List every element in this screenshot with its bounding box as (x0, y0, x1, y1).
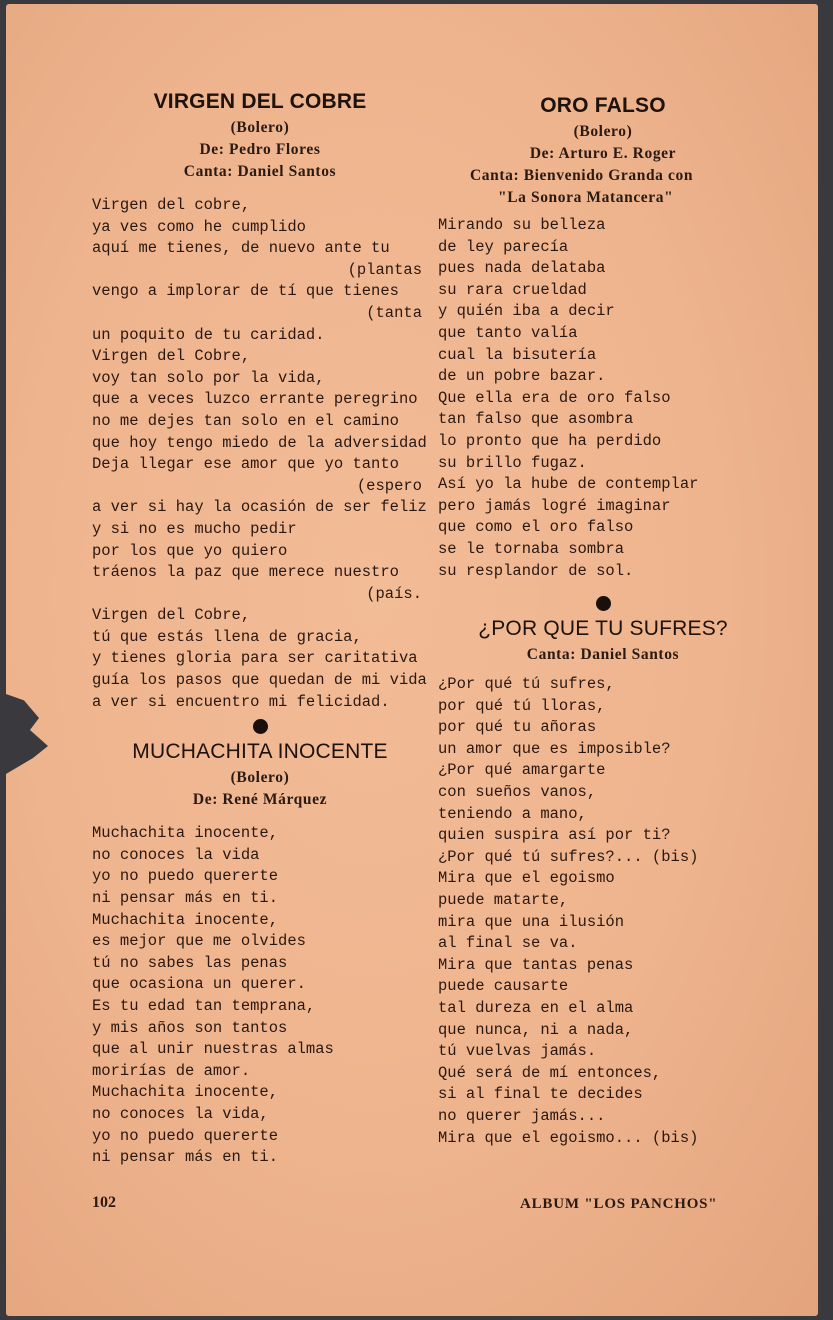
lyric-line: por qué tu añoras (438, 718, 597, 737)
lyric-line: guía los pasos que quedan de mi vida (92, 671, 427, 690)
song-singer: Canta: Bienvenido Granda con (470, 167, 694, 184)
right-column (438, 94, 768, 1149)
lyric-line: se le tornaba sombra (438, 539, 625, 558)
lyric-line: morirías de amor. (92, 1061, 251, 1080)
song-author: De: René Márquez (192, 791, 328, 809)
lyric-line: un poquito de tu caridad. (92, 325, 325, 344)
lyric-line: y tienes gloria para ser caritativa (92, 649, 418, 668)
lyric-line: y si no es mucho pedir (92, 519, 297, 538)
lyric-line: Virgen del cobre, (92, 196, 251, 214)
lyric-line: Mirando su belleza (438, 216, 606, 234)
song-lyrics (92, 195, 428, 713)
lyric-line: a ver si encuentro mi felicidad. (92, 692, 390, 711)
page-number: 102 (92, 1194, 116, 1211)
lyric-line: tú vuelvas jamás. (438, 1042, 597, 1061)
lyric-line: teniendo a mano, (438, 804, 587, 823)
lyric-line: lo pronto que ha perdido (438, 431, 662, 450)
lyric-line: por qué tú lloras, (438, 696, 606, 715)
lyric-line: Deja llegar ese amor que yo tanto (92, 455, 399, 474)
song-por-que-tu-sufres (438, 617, 768, 1149)
lyric-line: que como el oro falso (438, 518, 634, 537)
lyric-line: Así yo la hube de contemplar (438, 475, 699, 494)
lyric-line: y quién iba a decir (438, 302, 615, 321)
lyric-line: tú no sabes las penas (92, 953, 288, 972)
lyric-line: Qué será de mí entonces, (438, 1063, 662, 1082)
lyric-line: Virgen del Cobre, (92, 606, 251, 625)
song-title: MUCHACHITA INOCENTE (132, 740, 388, 764)
section-bullet-icon (596, 596, 611, 611)
lyric-line: con sueños vanos, (438, 783, 597, 802)
lyric-line: yo no puedo quererte (92, 1126, 279, 1145)
lyric-line: de ley parecía (438, 237, 569, 256)
song-title: ORO FALSO (540, 94, 666, 117)
song-author: De: Pedro Flores (199, 141, 321, 158)
lyric-line: tan falso que asombra (438, 410, 634, 429)
lyric-line: que a veces luzco errante peregrino (92, 390, 418, 409)
lyric-line: que nunca, ni a nada, (438, 1020, 634, 1039)
lyric-line-continuation: (tanta (366, 303, 422, 322)
lyric-line: su brillo fugaz. (438, 453, 587, 472)
left-column (92, 90, 428, 1169)
torn-edge (6, 694, 66, 774)
lyric-line: que ocasiona un querer. (92, 975, 306, 994)
lyric-line: Mira que tantas penas (438, 955, 634, 974)
lyric-line: Virgen del Cobre, (92, 347, 251, 366)
song-lyrics (92, 823, 428, 1169)
lyric-line: Es tu edad tan temprana, (92, 997, 316, 1015)
song-muchachita-inocente (92, 740, 428, 1169)
lyric-line: ¿Por qué tú sufres?... (bis) (438, 847, 699, 866)
lyric-line: de un pobre bazar. (438, 367, 606, 386)
lyric-line: tú que estás llena de gracia, (92, 627, 362, 646)
song-lyrics (438, 215, 768, 582)
lyric-line: aquí me tienes, de nuevo ante tu (92, 239, 390, 258)
lyric-line: su resplandor de sol. (438, 561, 634, 580)
song-genre: (Bolero) (230, 119, 290, 136)
lyric-line: ¿Por qué tú sufres, (438, 675, 615, 694)
lyric-line: Muchachita inocente, (92, 910, 279, 929)
lyric-line: por los que yo quiero (92, 541, 288, 560)
song-genre: (Bolero) (573, 123, 633, 140)
album-title: ALBUM "LOS PANCHOS" (520, 1196, 718, 1212)
lyric-line: ni pensar más en ti. (92, 1148, 279, 1167)
song-genre: (Bolero) (230, 769, 290, 787)
lyric-line: quien suspira así por ti? (438, 826, 671, 845)
lyric-line: ni pensar más en ti. (92, 889, 279, 908)
lyric-line: Muchachita inocente, (92, 824, 279, 843)
section-bullet-icon (253, 719, 268, 734)
lyric-line: puede matarte, (438, 891, 569, 910)
lyric-line: pues nada delataba (438, 259, 606, 278)
lyric-line: mira que una ilusión (438, 912, 625, 931)
lyric-line-continuation: (país. (366, 584, 422, 603)
lyric-line: no me dejes tan solo en el camino (92, 411, 399, 430)
lyric-line: es mejor que me olvides (92, 932, 306, 951)
song-singer: Canta: Daniel Santos (183, 163, 337, 180)
lyric-line-continuation: (espero (356, 476, 422, 495)
lyric-line: Que ella era de oro falso (438, 388, 671, 407)
lyric-line: Mira que el egoismo... (bis) (438, 1128, 699, 1147)
song-oro-falso (438, 94, 768, 582)
lyric-line: no conoces la vida (92, 845, 260, 864)
song-virgen-del-cobre (92, 90, 428, 713)
song-title: ¿POR QUE TU SUFRES? (478, 617, 728, 641)
lyric-line: tal dureza en el alma (438, 999, 634, 1017)
lyric-line: yo no puedo quererte (92, 867, 279, 886)
lyric-line: no querer jamás... (438, 1106, 606, 1125)
lyric-line: a ver si hay la ocasión de ser feliz (92, 498, 427, 517)
lyric-line: que tanto valía (438, 323, 578, 342)
lyric-line: puede causarte (438, 977, 569, 996)
song-book-page (6, 4, 818, 1316)
song-singer-group: "La Sonora Matancera" (498, 189, 674, 206)
song-author: De: Arturo E. Roger (529, 145, 677, 162)
lyric-line: tráenos la paz que merece nuestro (92, 563, 399, 582)
lyric-line: y mis años son tantos (92, 1018, 288, 1037)
lyric-line: que hoy tengo miedo de la adversidad (92, 433, 427, 452)
lyric-line: voy tan solo por la vida, (92, 368, 325, 387)
lyric-line: no conoces la vida, (92, 1104, 269, 1123)
lyric-line: pero jamás logré imaginar (438, 496, 671, 515)
song-title: VIRGEN DEL COBRE (153, 90, 367, 113)
lyric-line: su rara crueldad (438, 280, 587, 299)
song-lyrics (438, 674, 768, 1149)
lyric-line: ¿Por qué amargarte (438, 761, 606, 780)
lyric-line: si al final te decides (438, 1085, 643, 1104)
lyric-line: un amor que es imposible? (438, 739, 671, 758)
lyric-line: que al unir nuestras almas (92, 1040, 334, 1059)
lyric-line: Mira que el egoismo (438, 869, 615, 888)
lyric-line-continuation: (plantas (347, 260, 422, 279)
lyric-line: al final se va. (438, 934, 578, 953)
song-singer: Canta: Daniel Santos (526, 646, 680, 664)
lyric-line: vengo a implorar de tí que tienes (92, 282, 399, 301)
lyric-line: cual la bisutería (438, 345, 597, 364)
lyric-line: Muchachita inocente, (92, 1083, 279, 1102)
lyric-line: ya ves como he cumplido (92, 217, 306, 236)
